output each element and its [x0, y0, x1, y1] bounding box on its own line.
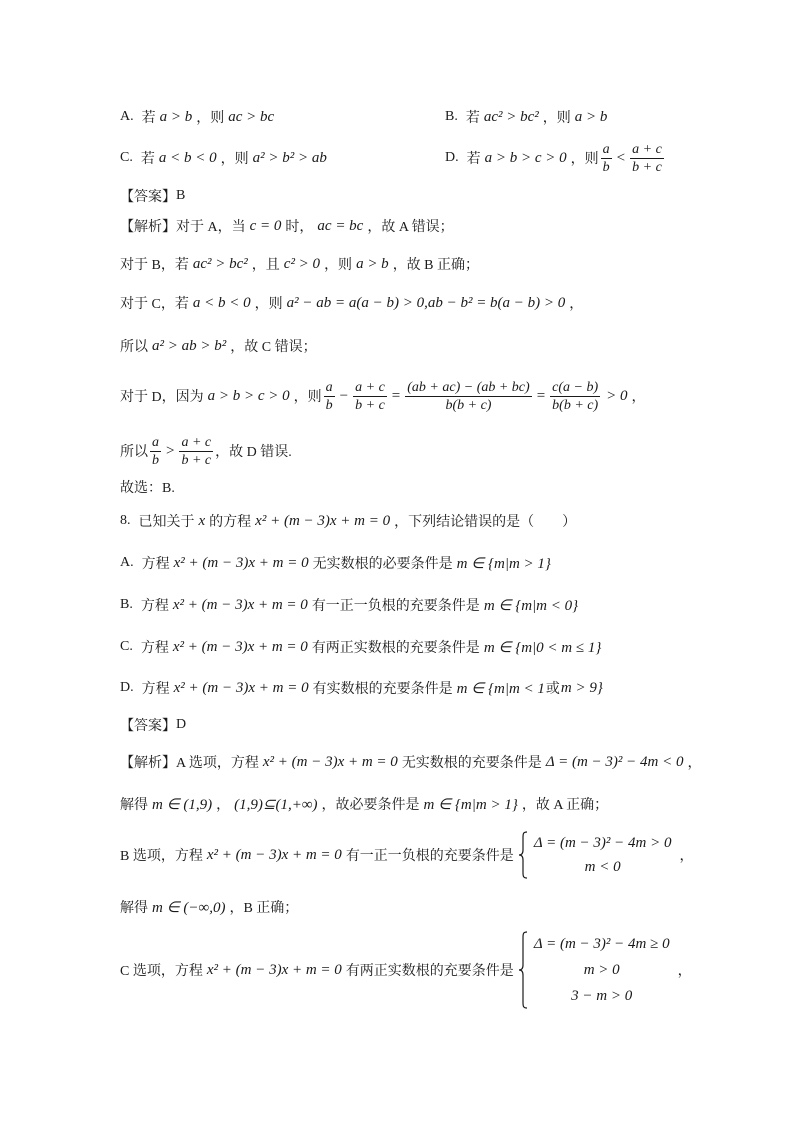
option-label: A.: [120, 555, 134, 570]
text-run: ，则: [570, 152, 599, 167]
fraction-denominator: b: [602, 159, 610, 175]
option-label: D.: [120, 680, 134, 695]
math-expr: x² + (m − 3)x + m = 0: [262, 753, 398, 770]
q7-conclusion: [120, 477, 175, 497]
fraction-denominator: b(b + c): [552, 397, 599, 413]
math-expr: a > b > c > 0: [484, 149, 567, 166]
q7-option-c: [120, 148, 331, 168]
answer-value: B: [176, 188, 186, 203]
math-expr: ac² > bc²: [192, 255, 248, 272]
analysis-tag: 【解析】: [120, 220, 176, 235]
math-expr: a > b: [574, 108, 608, 125]
operator: =: [536, 387, 546, 404]
math-expr: x: [198, 512, 206, 529]
math-expr: m ∈ {m|m > 1}: [423, 796, 518, 813]
option-label: C.: [120, 150, 133, 165]
text-run: ，则: [254, 297, 283, 312]
math-expr: m ∈ {m|0 < m ≤ 1}: [483, 639, 602, 656]
math-expr: c² > 0: [283, 255, 321, 272]
math-expr: m ∈ {m|m < 0}: [483, 597, 579, 614]
text-run: A 选项，方程: [176, 756, 259, 771]
math-expr: x² + (m − 3)x + m = 0: [255, 512, 391, 529]
fraction-denominator: b + c: [632, 159, 662, 175]
text-run: B 选项，方程: [120, 849, 203, 864]
cases-row: m < 0: [584, 859, 621, 875]
text-run: 或: [545, 682, 560, 697]
analysis-tag: 【解析】: [120, 756, 176, 771]
q8-analysis-line-3: [120, 829, 694, 881]
text-run: ，下列结论错误的是（ ）: [394, 515, 577, 530]
text-run: 有实数根的充要条件是: [312, 682, 453, 697]
text-run: 无实数根的充要条件是: [401, 756, 542, 771]
text-run: 时，: [285, 220, 314, 235]
text-run: 所以: [120, 445, 148, 460]
text-run: 已知关于: [138, 515, 195, 530]
q8-stem: [120, 511, 576, 531]
fraction-denominator: b + c: [181, 452, 212, 468]
text-run: 对于 C，若: [120, 297, 189, 312]
text-run: 所以: [120, 340, 148, 355]
text-run: 方程: [141, 682, 170, 697]
fraction: [324, 379, 335, 414]
text-run: ，: [687, 756, 702, 771]
fraction-numerator: a + c: [355, 379, 385, 395]
text-run: ，则: [324, 258, 353, 273]
text-run: 若: [141, 111, 156, 126]
fraction-numerator: a: [325, 379, 333, 395]
math-expr: x² + (m − 3)x + m = 0: [173, 554, 309, 571]
q7-analysis-line-4: [120, 336, 317, 356]
text-run: 的方程: [209, 515, 252, 530]
text-run: 解得: [120, 901, 148, 916]
q8-option-d: [120, 678, 607, 698]
text-run: 方程: [141, 557, 170, 572]
math-expr: a > b: [159, 108, 193, 125]
q7-answer: [120, 186, 185, 206]
text-run: 对于 B，若: [120, 258, 189, 273]
math-expr: a² > ab > b²: [152, 337, 227, 354]
fraction: [601, 141, 612, 176]
math-expr: x² + (m − 3)x + m = 0: [206, 846, 342, 863]
question-number: 8.: [120, 513, 131, 528]
q7-option-d: [445, 138, 666, 178]
text-run: ，故 B 正确；: [392, 258, 480, 273]
fraction-numerator: c(a − b): [552, 379, 599, 395]
math-expr: a² > b² > ab: [252, 149, 327, 166]
option-label: A.: [120, 109, 134, 124]
math-expr: m > 9}: [560, 679, 603, 696]
text-run: ，: [679, 849, 694, 864]
option-label: C.: [120, 639, 133, 654]
math-expr: ac = bc: [317, 217, 364, 234]
fraction-numerator: a + c: [632, 141, 662, 157]
math-expr: x² + (m − 3)x + m = 0: [173, 679, 309, 696]
math-expr: (1,9)⊆(1,+∞): [234, 796, 318, 813]
text-run: 若: [140, 152, 155, 167]
answer-tag: 【答案】: [120, 190, 176, 205]
text-run: 无实数根的必要条件是: [312, 557, 453, 572]
q8-analysis-line-4: [120, 897, 298, 917]
text-run: ，故 A 正确；: [521, 798, 609, 813]
math-expr: a < b < 0: [192, 294, 251, 311]
fraction: [150, 434, 161, 469]
answer-value: D: [176, 717, 187, 732]
fraction: [179, 434, 213, 469]
math-expr: x² + (m − 3)x + m = 0: [206, 961, 342, 978]
cases-system: [518, 831, 678, 879]
math-expr: m ∈ {m|m > 1}: [456, 555, 551, 572]
text-run: ，B 正确；: [229, 901, 299, 916]
q8-option-a: [120, 553, 555, 573]
fraction-numerator: a + c: [181, 434, 212, 450]
math-expr: x² + (m − 3)x + m = 0: [172, 638, 308, 655]
text-run: ，则: [542, 111, 571, 126]
option-label: B.: [445, 109, 458, 124]
cases-row: m > 0: [583, 962, 620, 978]
math-expr: ac² > bc²: [483, 108, 539, 125]
text-run: 对于 D，因为: [120, 390, 204, 405]
fraction-denominator: b(b + c): [445, 397, 492, 413]
left-brace-icon: [518, 831, 528, 879]
left-brace-icon: [518, 931, 528, 1009]
text-run: ，: [631, 390, 646, 405]
text-run: ，则: [220, 152, 249, 167]
fraction-denominator: b: [152, 452, 159, 468]
operator: <: [616, 149, 626, 166]
math-expr: m ∈ (−∞,0): [152, 899, 226, 916]
text-run: ，则: [196, 111, 225, 126]
text-run: 若: [465, 111, 480, 126]
text-run: 有一正一负根的充要条件是: [345, 849, 514, 864]
q8-option-c: [120, 637, 605, 657]
cases-row: 3 − m > 0: [571, 988, 633, 1004]
math-expr: m ∈ {m|m < 1: [456, 680, 545, 697]
math-expr: a > b > c > 0: [207, 387, 290, 404]
fraction: [630, 141, 664, 176]
fraction-numerator: a: [152, 434, 159, 450]
fraction: [405, 379, 531, 414]
q7-analysis-line-1: [120, 216, 454, 236]
text-run: 有一正一负根的充要条件是: [311, 599, 480, 614]
math-expr: > 0: [606, 387, 628, 404]
q7-analysis-line-2: [120, 254, 479, 274]
text-run: ，故 D 错误.: [215, 445, 292, 460]
math-expr: a > b: [356, 255, 389, 272]
operator: −: [339, 387, 349, 404]
cases-rows: [528, 931, 676, 1009]
text-run: 方程: [140, 599, 169, 614]
math-expr: a² − ab = a(a − b) > 0,ab − b² = b(a − b) > 0: [286, 294, 566, 311]
q7-analysis-line-3: [120, 293, 583, 313]
text-run: ，: [216, 798, 231, 813]
fraction-numerator: (ab + ac) − (ab + bc): [407, 379, 530, 395]
text-run: 有两正实数根的充要条件是: [345, 964, 514, 979]
fraction: [353, 379, 387, 414]
text-run: ，则: [293, 390, 322, 405]
text-run: C 选项，方程: [120, 964, 203, 979]
q7-analysis-line-5: [120, 376, 646, 416]
math-expr: c = 0: [249, 217, 282, 234]
text-run: 有两正实数根的充要条件是: [311, 641, 480, 656]
text-run: 对于 A，当: [176, 220, 246, 235]
cases-system: [518, 931, 676, 1009]
math-expr: ac > bc: [228, 108, 275, 125]
cases-row: Δ = (m − 3)² − 4m > 0: [533, 835, 672, 851]
math-expr: a < b < 0: [158, 149, 217, 166]
q8-analysis-line-2: [120, 794, 608, 814]
answer-tag: 【答案】: [120, 719, 176, 734]
operator: =: [391, 387, 401, 404]
text-run: ，故 C 错误；: [230, 340, 317, 355]
text-run: ，: [569, 297, 584, 312]
fraction: [550, 379, 600, 414]
fraction-denominator: b: [325, 397, 333, 413]
q8-answer: [120, 715, 186, 735]
cases-rows: [528, 831, 678, 879]
cases-row: Δ = (m − 3)² − 4m ≥ 0: [533, 936, 670, 952]
option-label: D.: [445, 150, 459, 165]
text-run: ，且: [251, 258, 280, 273]
q7-analysis-line-6: [120, 431, 292, 471]
fraction-denominator: b + c: [355, 397, 385, 413]
text-run: ，: [677, 964, 692, 979]
text-run: 若: [466, 152, 481, 167]
text-run: ，故必要条件是: [321, 798, 420, 813]
q8-analysis-line-1: [120, 752, 702, 772]
text-run: ，故 A 错误；: [367, 220, 454, 235]
q7-option-b: [445, 107, 611, 127]
text-run: 解得: [120, 798, 148, 813]
text-run: 方程: [140, 641, 169, 656]
option-label: B.: [120, 597, 133, 612]
q8-option-b: [120, 595, 582, 615]
math-expr: x² + (m − 3)x + m = 0: [172, 596, 308, 613]
fraction-numerator: a: [602, 141, 610, 157]
text-run: 故选：B.: [120, 481, 175, 496]
math-expr: Δ = (m − 3)² − 4m < 0: [545, 753, 684, 770]
q8-analysis-line-5: [120, 930, 692, 1010]
q7-option-a: [120, 107, 278, 127]
math-expr: m ∈ (1,9): [152, 796, 213, 813]
operator: >: [166, 442, 175, 459]
